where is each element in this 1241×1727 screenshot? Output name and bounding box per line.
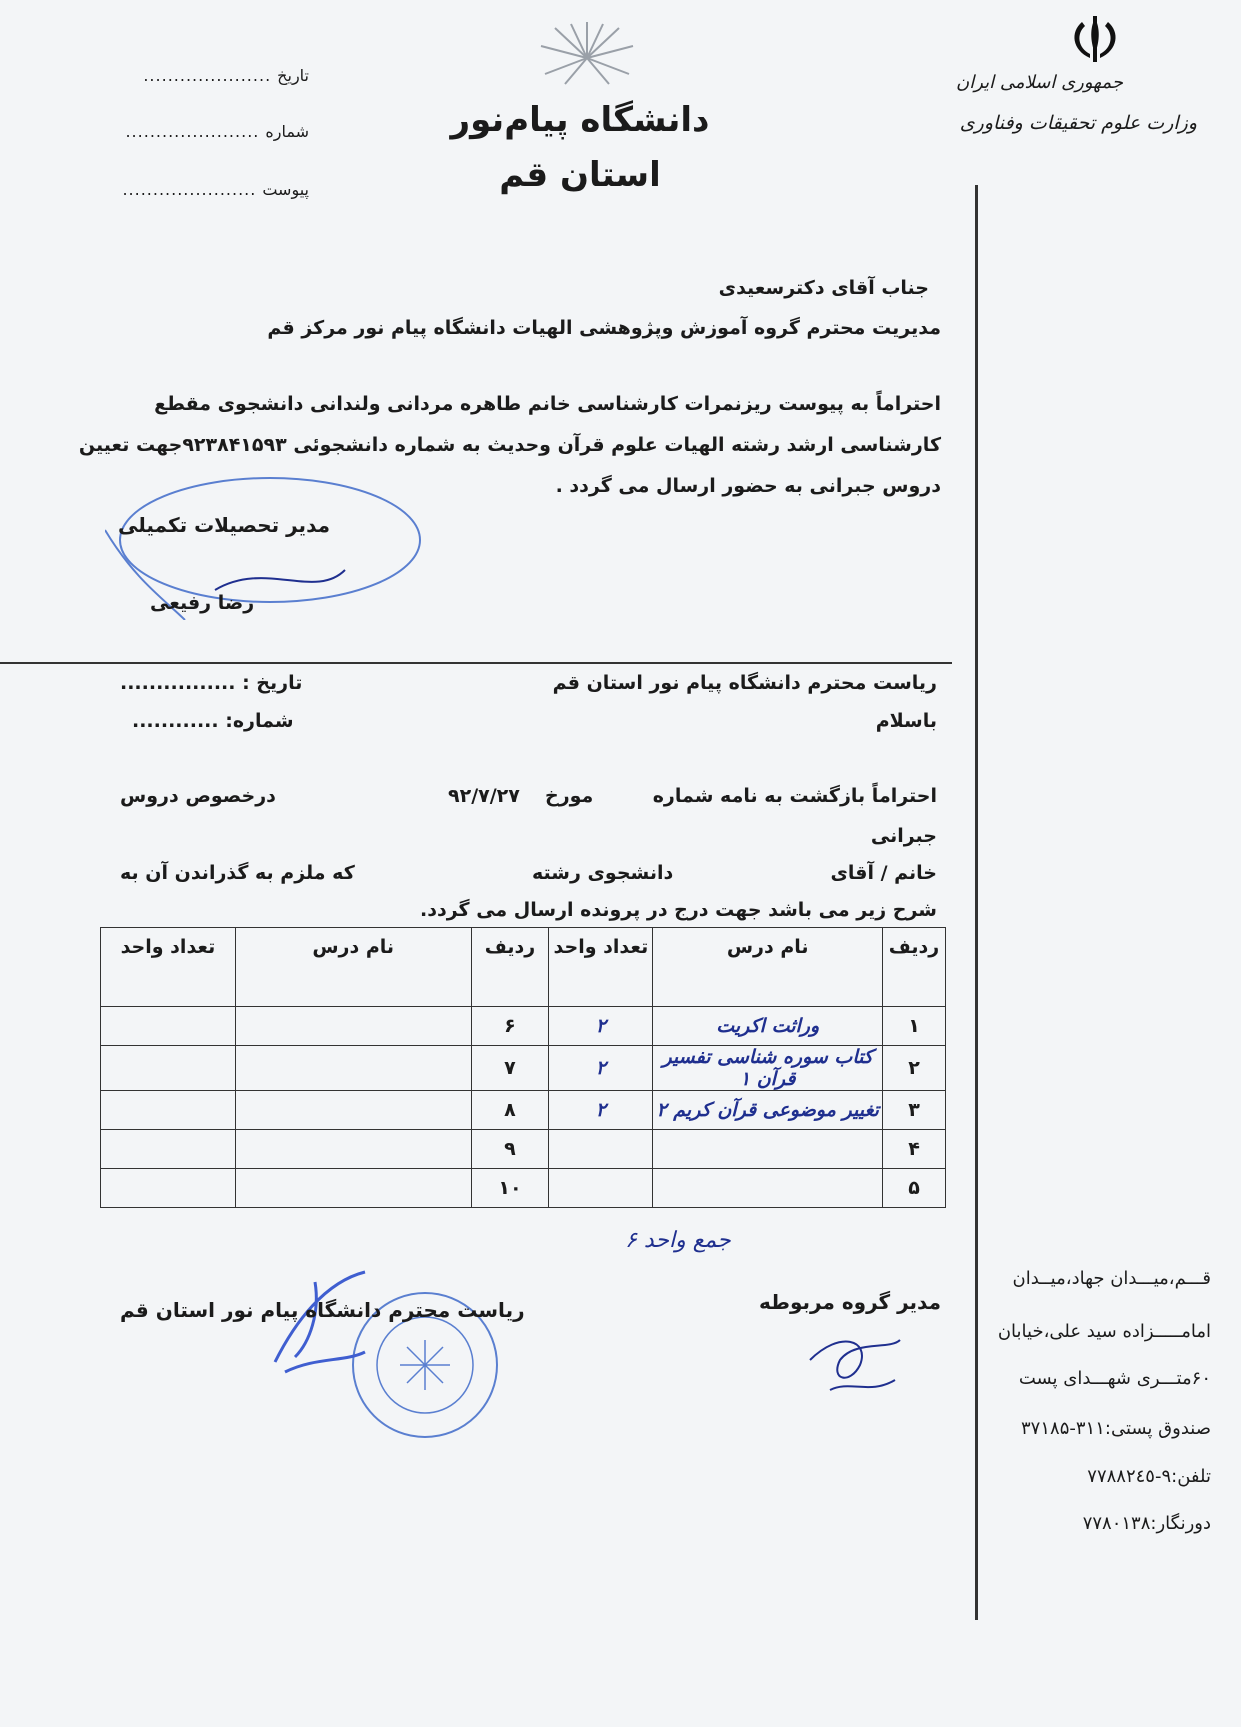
header-units-2: تعداد واحد <box>101 928 236 1007</box>
cell-course <box>653 1130 883 1169</box>
cell-units-2 <box>101 1007 236 1046</box>
section-divider <box>0 662 952 664</box>
cell-course-2 <box>235 1046 471 1091</box>
cell-row: ۱ <box>883 1007 946 1046</box>
cell-course-2 <box>235 1130 471 1169</box>
compensatory-courses-table <box>100 927 946 1208</box>
table-header-row <box>101 928 946 1007</box>
margin-divider <box>975 185 978 1620</box>
signer-title: مدیر تحصیلات تکمیلی <box>118 513 331 537</box>
header-course-name-2: نام درس <box>235 928 471 1007</box>
cell-course: وراثت اکریت <box>653 1007 883 1046</box>
cell-row: ۵ <box>883 1169 946 1208</box>
cell-units-2 <box>101 1091 236 1130</box>
gov-line1: جمهوری اسلامی ایران <box>956 72 1123 93</box>
reply-line1-date: ۹۲/۷/۲۷ <box>448 785 520 807</box>
reply-number: شماره: ............ <box>132 710 294 732</box>
letter-recipient: مدیریت محترم گروه آموزش وپژوهشی الهیات دانشگاه پیام نور مرکز قم <box>267 317 941 339</box>
reply-line1-a: احتراماً بازگشت به نامه شماره <box>652 785 937 807</box>
cell-units: ۲ <box>549 1091 653 1130</box>
dept-head-signature-mark <box>800 1320 910 1400</box>
cell-row-2: ۶ <box>471 1007 549 1046</box>
table-row <box>101 1046 946 1091</box>
reply-line1-b: مورخ <box>545 785 594 807</box>
cell-course <box>653 1169 883 1208</box>
total-units-note: جمع واحد ۶ <box>625 1228 731 1253</box>
address-line: امامـــــزاده سید علی،خیابان <box>997 1321 1211 1342</box>
cell-units: ۲ <box>549 1007 653 1046</box>
signer-name: رضا رفیعی <box>150 592 255 614</box>
letter-body-line3: دروس جبرانی به حضور ارسال می گردد . <box>555 475 941 497</box>
cell-units-2 <box>101 1169 236 1208</box>
president-signature: ریاست محترم دانشگاه پیام نور استان قم <box>120 1298 525 1322</box>
address-line: قـــم،میـــدان جهاد،میــدان <box>1012 1268 1211 1289</box>
university-name: دانشگاه پیام‌نور <box>450 100 710 140</box>
table-row <box>101 1169 946 1208</box>
reply-line3-a: خانم / آقای <box>830 862 937 884</box>
reply-greeting: باسلام <box>875 710 937 732</box>
letter-body-line2: کارشناسی ارشد رشته الهیات علوم قرآن وحدیث به شماره دانشجوئی ۹۲۳۸۴۱۵۹۳جهت تعیین <box>78 434 941 456</box>
cell-course-2 <box>235 1091 471 1130</box>
cell-row-2: ۸ <box>471 1091 549 1130</box>
dept-head-signature: مدیر گروه مربوطه <box>759 1290 941 1314</box>
phone-number: تلفن:۹-۷۷۸۸۲٤٥ <box>1087 1466 1211 1487</box>
cell-row: ۴ <box>883 1130 946 1169</box>
table-row <box>101 1130 946 1169</box>
reply-date: تاریخ : ................ <box>120 672 303 694</box>
cell-units: ۲ <box>549 1046 653 1091</box>
cell-course: کتاب سوره شناسی تفسیر قرآن ۱ <box>653 1046 883 1091</box>
meta-number: شماره...................... <box>125 122 309 141</box>
fax-number: دورنگار:۷۷۸۰۱۳۸ <box>1082 1513 1211 1534</box>
cell-units <box>549 1169 653 1208</box>
university-province: استان قم <box>499 155 661 195</box>
reply-line4: شرح زیر می باشد جهت درج در پرونده ارسال می گردد. <box>420 899 937 921</box>
cell-units <box>549 1130 653 1169</box>
reply-line3-b: دانشجوی رشته <box>532 862 674 884</box>
cell-course-2 <box>235 1169 471 1208</box>
reply-line2: جبرانی <box>870 825 937 847</box>
reply-line1-c: درخصوص دروس <box>120 785 276 807</box>
table-row <box>101 1091 946 1130</box>
header-row-number-2: ردیف <box>471 928 549 1007</box>
address-line: ۶۰متـــری شهـــدای پست <box>1018 1368 1211 1389</box>
iran-emblem-icon <box>1060 14 1130 64</box>
university-logo-icon <box>535 18 640 88</box>
president-signature-mark <box>255 1262 375 1382</box>
cell-row-2: ۱۰ <box>471 1169 549 1208</box>
cell-row-2: ۹ <box>471 1130 549 1169</box>
header-row-number: ردیف <box>883 928 946 1007</box>
cell-units-2 <box>101 1046 236 1091</box>
cell-course: تغییر موضوعی قرآن کریم ۲ <box>653 1091 883 1130</box>
cell-row-2: ۷ <box>471 1046 549 1091</box>
cell-course-2 <box>235 1007 471 1046</box>
cell-row: ۳ <box>883 1091 946 1130</box>
header-course-name: نام درس <box>653 928 883 1007</box>
cell-units-2 <box>101 1130 236 1169</box>
letter-salutation: جناب آقای دکترسعیدی <box>718 277 929 299</box>
header-units: تعداد واحد <box>549 928 653 1007</box>
meta-attachment: پیوست...................... <box>122 180 309 199</box>
gov-line2: وزارت علوم تحقیقات وفناوری <box>959 112 1197 134</box>
reply-line3-c: که ملزم به گذراندن آن به <box>120 862 355 884</box>
table-row <box>101 1007 946 1046</box>
meta-date: تاریخ..................... <box>143 66 309 85</box>
address-line: صندوق پستی:۳۱۱-۳۷۱۸۵ <box>1021 1418 1211 1439</box>
reply-recipient: ریاست محترم دانشگاه پیام نور استان قم <box>552 672 937 694</box>
cell-row: ۲ <box>883 1046 946 1091</box>
letter-body-line1: احتراماً به پیوست ریزنمرات کارشناسی خانم طاهره مردانی ولندانی دانشجوی مقطع <box>154 393 941 415</box>
